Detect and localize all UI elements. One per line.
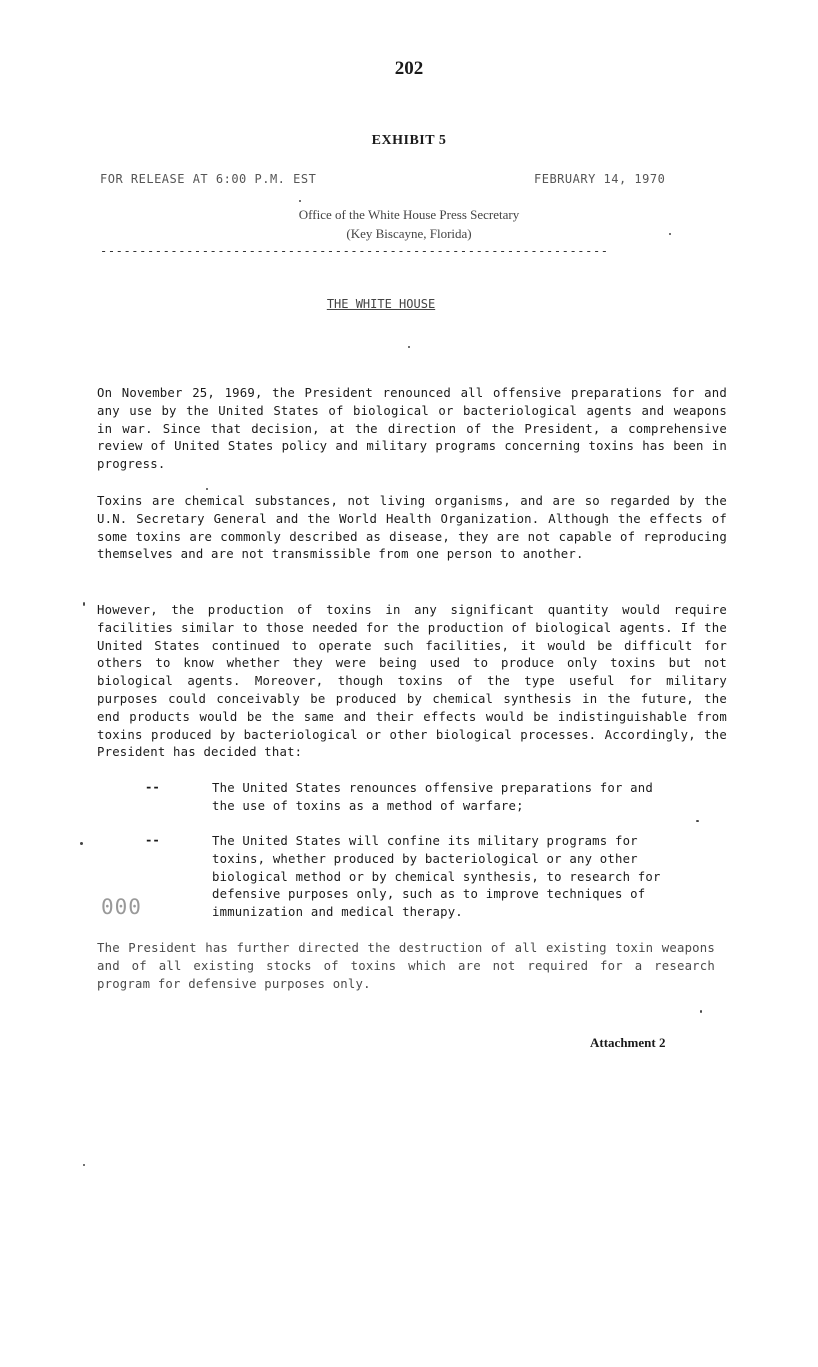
release-date: FEBRUARY 14, 1970 [534, 172, 666, 186]
scan-speck [700, 1010, 702, 1013]
scan-speck [80, 842, 83, 845]
document-heading: THE WHITE HOUSE [326, 297, 436, 311]
closing-paragraph: The President has further directed the destruction of all existing toxin weapons and of all existing stocks of toxins which are not required for a research program for defensive purposes only. [97, 941, 715, 991]
paragraph-3: However, the production of toxins in any significant quantity would require facilities similar to those needed for the production of biological agents. If the United States continued to operate such facilities, it would be difficult for others to know whether they were being used to produce only toxins but not biological agents. Moreover, though toxins of the type useful for military purposes could conceivably be produced by chemical synthesis in the future, the end products would be the same and their effects would be indistinguishable from toxins produced by bacteriological or other biological processes. Accordingly, the President has decided that: [97, 603, 727, 760]
release-line: FOR RELEASE AT 6:00 P.M. EST [100, 172, 317, 186]
bullet-1-text: The United States renounces offensive preparations for and the use of toxins as a method of warfare; [212, 781, 653, 813]
scan-speck [206, 488, 208, 490]
exhibit-title: EXHIBIT 5 [371, 133, 447, 148]
paragraph-1: On November 25, 1969, the President renounced all offensive preparations for and any use by the United States of biological or bacteriological agents and weapons in war. Since that decision, at the direction of the President, a comprehensive review of United States policy and military programs concerning toxins has been in progress. [97, 386, 727, 472]
handwritten-stamp: 000 [101, 895, 142, 919]
page-number: 202 [394, 58, 424, 79]
location-line: (Key Biscayne, Florida) [346, 226, 472, 241]
scan-speck [669, 233, 671, 235]
paragraph-2: Toxins are chemical substances, not living organisms, and are so regarded by the U.N. Secretary General and the World Health Organization. Although the effects of some toxins are commonly described as disease, they are not capable of reproducing themselves and are not transmissible from one person to another. [97, 494, 727, 562]
dashed-divider: ----------------------------------------------------------------- [100, 244, 609, 258]
bullet-1-dash: -- [145, 780, 160, 794]
bullet-2-dash: -- [145, 833, 160, 847]
office-line: Office of the White House Press Secretary [298, 207, 520, 222]
scan-speck [83, 602, 85, 606]
scan-speck [83, 1164, 85, 1166]
attachment-label: Attachment 2 [590, 1035, 666, 1050]
scan-speck [299, 200, 301, 202]
scan-speck [696, 820, 699, 822]
bullet-2-text: The United States will confine its military programs for toxins, whether produced by bacteriological or any other biological method or by chemical synthesis, to research for defensive purposes only, such as to improve techniques of immunization and medical therapy. [212, 834, 661, 920]
scan-speck [408, 346, 410, 348]
